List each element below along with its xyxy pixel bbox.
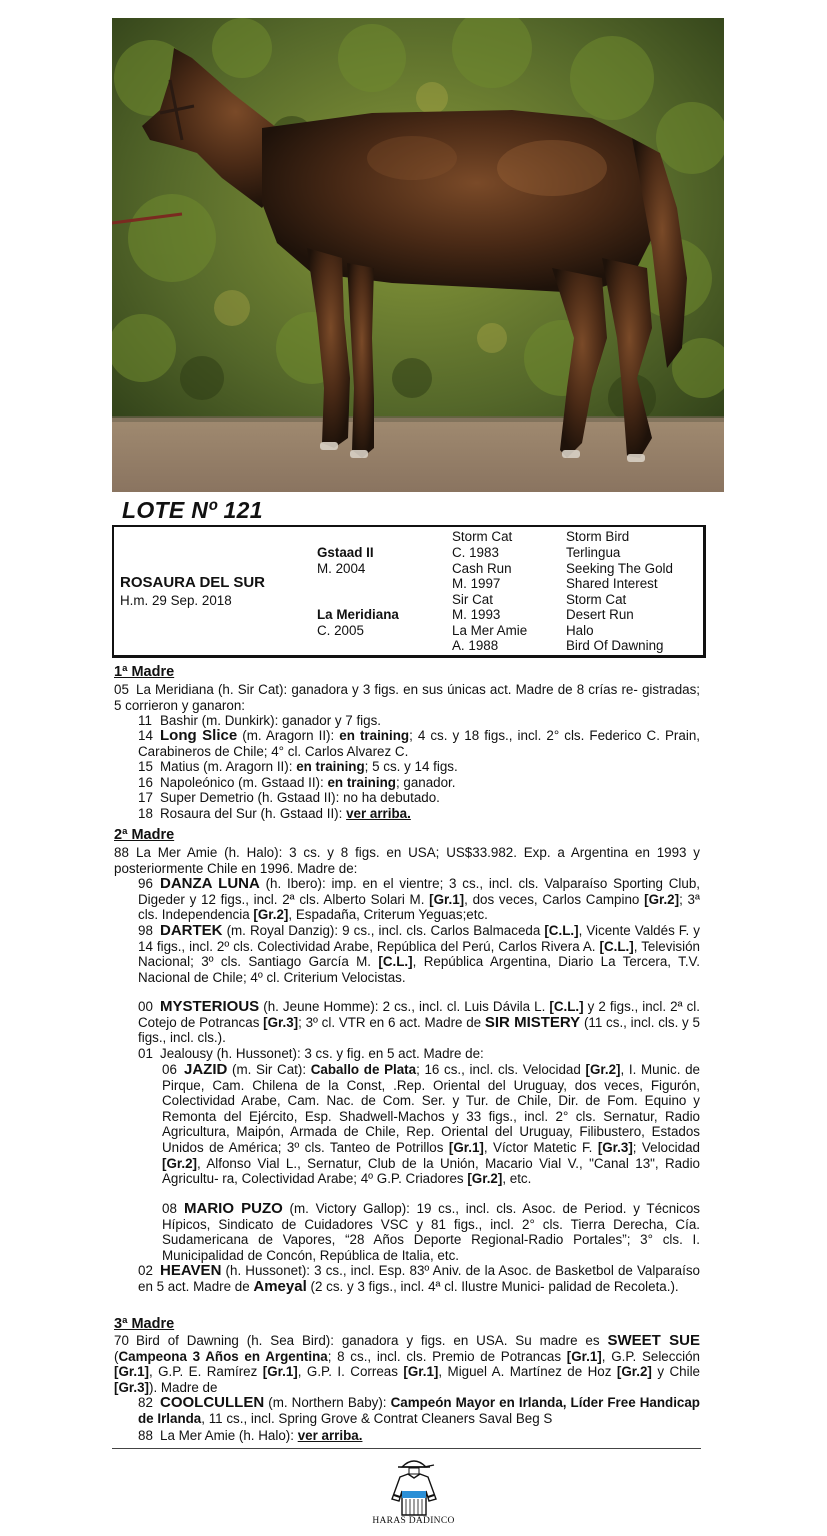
- first-dam-heading: 1ª Madre: [114, 664, 175, 680]
- list-item: 16 Napoleónico (m. Gstaad II): en training; ganador.: [138, 775, 456, 790]
- list-item: 98 DARTEK (m. Royal Danzig): 9 cs., incl. cls. Carlos Balmaceda [C.L.], Vicente Valdés F. y 14 figs., incl. 2º cls. Colectividad Arabe, República del Perú, Carlos Rivera A. [C.L.], Televisión Nacional; 3º cls. Santiago García M. [C.L.], República Argentina, Diario La Tercera, T.V. Nacional de Chile; 4º cl. Criterium Velocistas.: [138, 922, 700, 985]
- gen3-entry: M. 1993: [452, 607, 501, 622]
- divider: [112, 1448, 701, 1449]
- third-dam-heading: 3ª Madre: [114, 1316, 175, 1332]
- list-item: 15 Matius (m. Aragorn II): en training; 5 cs. y 14 figs.: [138, 759, 458, 774]
- gen4-entry: Bird Of Dawning: [566, 638, 664, 653]
- list-item: 17 Super Demetrio (h. Gstaad II): no ha debutado.: [138, 790, 440, 805]
- gen3-entry: La Mer Amie: [452, 623, 528, 638]
- gen3-entry: Storm Cat: [452, 529, 513, 544]
- gen4-entry: Desert Run: [566, 607, 634, 622]
- list-item: 96 DANZA LUNA (h. Ibero): imp. en el vientre; 3 cs., incl. cls. Valparaíso Sporting Club, Digeder y 12 figs., incl. 2ª cls. Alberto Solari M. [Gr.1], dos veces, Carlos Campino [Gr.2]; 3ª cls. Independencia [Gr.2], Espadaña, Criterum Yeguas;etc.: [138, 875, 700, 923]
- horse-photo: [112, 18, 724, 492]
- gen3-entry: Sir Cat: [452, 592, 493, 607]
- horse-name: ROSAURA DEL SUR: [120, 574, 266, 591]
- gen3-entry: Cash Run: [452, 561, 512, 576]
- gen4-entry: Seeking The Gold: [566, 561, 673, 576]
- gen4-entry: Storm Cat: [566, 592, 627, 607]
- sire-name: Gstaad II: [317, 545, 374, 560]
- list-item: 06 JAZID (m. Sir Cat): Caballo de Plata; 16 cs., incl. cls. Velocidad [Gr.2], I. Munic. de Pirque, Cam. Chilena de la Const, .Rep. Oriental del Uruguay, dos veces, Figurón, Colectividad Arabe, Cam. Nac. de Com. Ser. y Tur. de Chile, Dir. de Fom. Equino y Remonta del Ejército, Esp. Shadwell-Machos y 33 figs., incl. 2° cls. Sernatur, Radio Agricultura, Maipón, Armada de Chile, Rep. Oriental del Uruguay, Filibustero, Estados Unidos de América; 3º cls. Tanteo de Potrillos [Gr.1], Víctor Matetic F. [Gr.3]; Velocidad [Gr.2], Alfonso Vial L., Sernatur, Club de la Unión, Macario Vial V., "Canal 13", Radio Agricultu- ra, Colectividad Arabe; 4º G.P. Criadores [Gr.2], etc.: [162, 1061, 701, 1187]
- gen4-entry: Terlingua: [566, 545, 621, 560]
- second-dam-intro: 88 La Mer Amie (h. Halo): 3 cs. y 8 figs. en USA; US$33.982. Exp. a Argentina en 1993 y posteriormente Chile en 1996. Madre de:: [114, 845, 700, 876]
- jockey-silks-icon: [384, 1455, 444, 1517]
- third-dam-intro: 70 Bird of Dawning (h. Sea Bird): ganadora y figs. en USA. Su madre es SWEET SUE (Campeona 3 Años en Argentina; 8 cs., incl. cls. Premio de Potrancas [Gr.1], G.P. Selección [Gr.1], G.P. E. Ramírez [Gr.1], G.P. I. Correas [Gr.1], Miguel A. Martínez de Hoz [Gr.2] y Chile [Gr.3]). Madre de: [114, 1332, 701, 1395]
- list-item: 88 La Mer Amie (h. Halo): ver arriba.: [138, 1428, 363, 1443]
- gen4-entry: Shared Interest: [566, 576, 658, 591]
- gen3-entry: M. 1997: [452, 576, 501, 591]
- list-item: 18 Rosaura del Sur (h. Gstaad II): ver arriba.: [138, 806, 411, 821]
- lot-title: LOTE Nº 121: [122, 497, 263, 523]
- list-item: 82 COOLCULLEN (m. Northern Baby): Campeón Mayor en Irlanda, Líder Free Handicap de Irlanda, 11 cs., incl. Spring Grove & Contrat Cleaners Saval Beg S: [138, 1394, 700, 1426]
- gen3-entry: A. 1988: [452, 638, 499, 653]
- gen4-entry: Storm Bird: [566, 529, 630, 544]
- gen4-entry: Halo: [566, 623, 594, 638]
- dam-info: C. 2005: [317, 623, 364, 638]
- see-above-link: ver arriba.: [346, 806, 411, 821]
- list-item: 11 Bashir (m. Dunkirk): ganador y 7 figs.: [138, 713, 382, 728]
- sire-info: M. 2004: [317, 561, 366, 576]
- gen3-entry: C. 1983: [452, 545, 499, 560]
- brand-name: HARAS DADINCO: [372, 1516, 455, 1526]
- pedigree-table: [112, 525, 706, 658]
- horse-photo-icon: [112, 18, 724, 492]
- second-dam-heading: 2ª Madre: [114, 827, 175, 843]
- list-item: 00 MYSTERIOUS (h. Jeune Homme): 2 cs., incl. cl. Luis Dávila L. [C.L.] y 2 figs., incl. 2ª cl. Cotejo de Potrancas [Gr.3]; 3º cl. VTR en 6 act. Madre de SIR MISTERY (11 cs., incl. cls. y 5 figs., incl. cls.).: [138, 998, 700, 1046]
- see-above-link: ver arriba.: [297, 1428, 363, 1443]
- list-item: 08 MARIO PUZO (m. Victory Gallop): 19 cs., incl. cls. Asoc. de Period. y Técnicos Hípicos, Sindicato de Cuidadores VSC y 81 figs., incl. 2° cls. Tierra Derecha, Cía. Sudamericana de Vapores, “28 Años Deporte Regional-Radio Portales”; 3° cls. I. Municipalidad de Concón, República de Italia, etc.: [162, 1200, 700, 1263]
- first-dam-intro: 05 La Meridiana (h. Sir Cat): ganadora y 3 figs. en sus únicas act. Madre de 8 crías re- gistradas; 5 corrieron y ganaron:: [114, 682, 700, 713]
- horse-info: H.m. 29 Sep. 2018: [120, 593, 232, 608]
- list-item: 02 HEAVEN (h. Hussonet): 3 cs., incl. Esp. 83º Aniv. de la Asoc. de Basketbol de Valparaíso en 5 act. Madre de Ameyal (2 cs. y 3 figs., incl. 4ª cl. Ilustre Munici- palidad de Recoleta.).: [138, 1262, 700, 1295]
- list-item: 14 Long Slice (m. Aragorn II): en training; 4 cs. y 18 figs., incl. 2° cls. Federico C. Prain, Carabineros de Chile; 4° cl. Carlos Alvarez C.: [138, 727, 700, 759]
- dam-name: La Meridiana: [317, 607, 399, 622]
- list-item: 01 Jealousy (h. Hussonet): 3 cs. y fig. en 5 act. Madre de:: [138, 1046, 484, 1061]
